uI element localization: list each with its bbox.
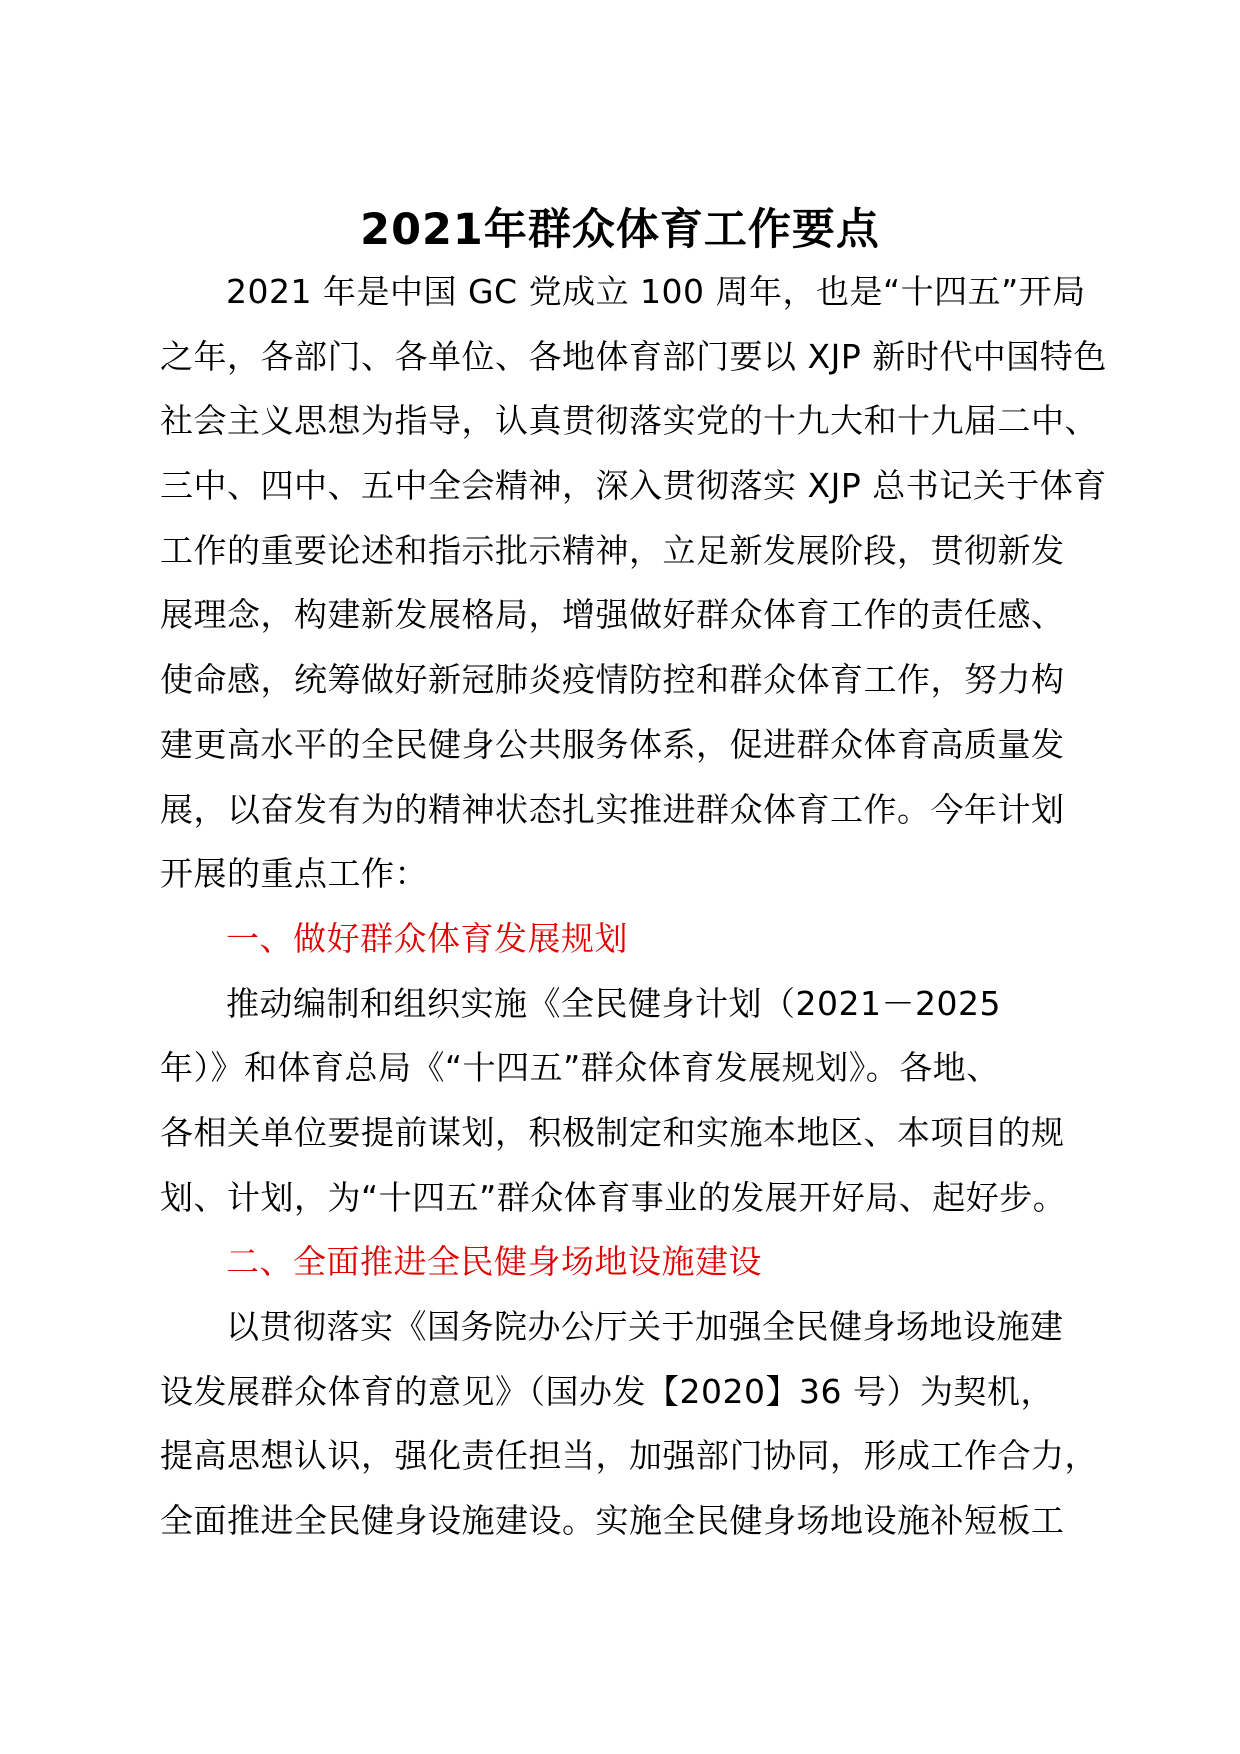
paragraph-line: 推动编制和组织实施《全民健身计划（2021－2025 — [226, 983, 1001, 1023]
paragraph-line: 展理念，构建新发展格局，增强做好群众体育工作的责任感、 — [160, 595, 1065, 635]
paragraph-line: 提高思想认识，强化责任担当，加强部门协同，形成工作合力， — [160, 1436, 1098, 1476]
intro-paragraph — [160, 260, 1107, 1554]
section-heading-1: 一、做好群众体育发展规划 — [226, 918, 628, 958]
paragraph-line: 开展的重点工作： — [160, 854, 428, 894]
paragraph-line: 建更高水平的全民健身公共服务体系，促进群众体育高质量发 — [160, 724, 1065, 764]
page-title: 2021年群众体育工作要点 — [360, 205, 880, 255]
paragraph-line: 以贯彻落实《国务院办公厅关于加强全民健身场地设施建 — [226, 1307, 1064, 1346]
section-heading-2: 二、全面推进全民健身场地设施建设 — [226, 1242, 762, 1282]
paragraph-line: 展，以奋发有为的精神状态扎实推进群众体育工作。今年计划 — [160, 789, 1065, 829]
paragraph-line: 之年，各部门、各单位、各地体育部门要以 XJP 新时代中国特色 — [160, 336, 1107, 376]
paragraph-line: 设发展群众体育的意见》（国办发【2020】36 号）为契机， — [160, 1371, 1054, 1411]
paragraph-line: 划、计划，为“十四五”群众体育事业的发展开好局、起好步。 — [160, 1177, 1067, 1217]
paragraph-line: 工作的重要论述和指示批示精神，立足新发展阶段，贯彻新发 — [160, 530, 1065, 570]
paragraph-line: 使命感，统筹做好新冠肺炎疫情防控和群众体育工作，努力构 — [160, 660, 1065, 700]
paragraph-line: 三中、四中、五中全会精神，深入贯彻落实 XJP 总书记关于体育 — [160, 466, 1107, 506]
paragraph-line: 全面推进全民健身设施建设。实施全民健身场地设施补短板工 — [160, 1501, 1065, 1541]
paragraph-line: 社会主义思想为指导，认真贯彻落实党的十九大和十九届二中、 — [160, 401, 1098, 441]
paragraph-line: 年）》和体育总局《“十四五”群众体育发展规划》。各地、 — [160, 1048, 1000, 1088]
paragraph-line: 2021 年是中国 GC 党成立 100 周年，也是“十四五”开局 — [226, 272, 1086, 311]
paragraph-line: 各相关单位要提前谋划，积极制定和实施本地区、本项目的规 — [160, 1112, 1065, 1152]
